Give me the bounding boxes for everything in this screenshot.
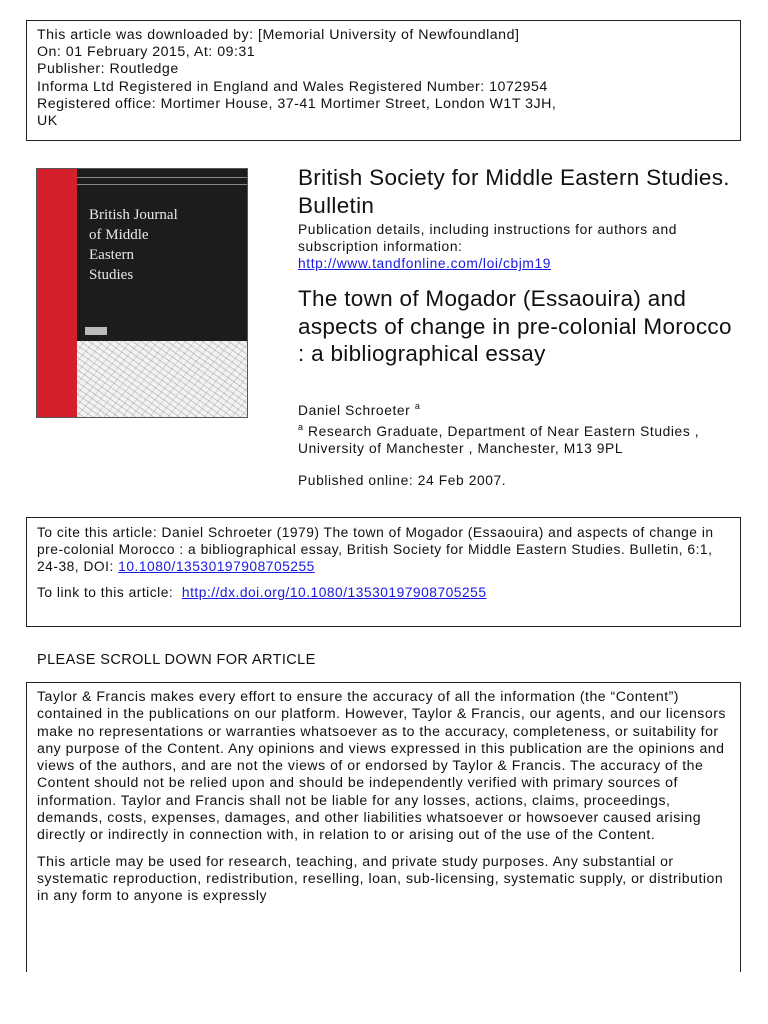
cover-title-line: British Journal: [89, 207, 178, 223]
download-date-line: On: 01 February 2015, At: 09:31: [37, 44, 256, 61]
journal-url-link[interactable]: http://www.tandfonline.com/loi/cbjm19: [298, 256, 552, 271]
author-line: [298, 398, 420, 419]
publication-details: [298, 221, 738, 272]
cite-text: Daniel Schroeter (1979) The town of Mogador (Essaouira) and aspects of change in pre-colonial Morocco : a bibliographical essay, British Society for Middle Eastern Studies. Bulletin, 6:1, 24-38, DOI:: [37, 525, 714, 574]
journal-title: British Society for Middle Eastern Studies. Bulletin: [298, 165, 730, 218]
article-title: The town of Mogador (Essaouira) and aspects of change in pre-colonial Morocco : a bibliographical essay: [298, 286, 732, 366]
cover-title-line: Studies: [89, 267, 134, 283]
office-line-country: UK: [37, 113, 58, 130]
disclaimer-paragraph: Taylor & Francis makes every effort to ensure the accuracy of all the information (the “Content”) contained in the publications on our platform. However, Taylor & Francis, our agents, and our licensors make no representations or warranties whatsoever as to the accuracy, completeness, or suitability for any purpose of the Content. Any opinions and views expressed in this publication are the opinions and views of the authors, and are not the views of or endorsed by Taylor & Francis. The accuracy of the Content should not be relied upon and should be independently verified with primary sources of information. Taylor and Francis shall not be liable for any losses, actions, claims, proceedings, demands, costs, expenses, damages, and other liabilities whatsoever or howsoever caused arising directly or indirectly in connection with, in relation to or arising out of the use of the Content.: [37, 688, 726, 843]
doi-link[interactable]: 10.1080/13530197908705255: [118, 559, 315, 574]
cover-top-strip: [77, 177, 248, 185]
usage-paragraph: This article may be used for research, teaching, and private study purposes. Any substantial or systematic reproduction, redistribution, reselling, loan, sub-licensing, systematic supply, or distribution in any form to anyone is expressly: [37, 852, 724, 904]
article-doi-url-link[interactable]: http://dx.doi.org/10.1080/13530197908705255: [181, 585, 487, 600]
cover-spine: [37, 169, 77, 418]
published-date: Published online: 24 Feb 2007.: [298, 473, 507, 488]
citation-paragraph: [37, 524, 730, 575]
affiliation-text: Research Graduate, Department of Near Eastern Studies , University of Manchester , Manchester, M13 9PL: [298, 424, 700, 456]
registration-line: Informa Ltd Registered in England and Wales Registered Number: 1072954: [37, 78, 548, 95]
citation-box: [26, 517, 741, 627]
link-label: To link to this article:: [37, 585, 174, 600]
cover-title-line: Eastern: [89, 247, 134, 263]
cite-label: To cite this article:: [37, 525, 158, 540]
cover-map-illustration: [77, 341, 248, 418]
cover-title-line: of Middle: [89, 227, 149, 243]
download-info-box: [26, 20, 741, 141]
author-name: Daniel Schroeter: [298, 403, 411, 418]
affil-marker: a: [298, 422, 304, 432]
publisher-line: Publisher: Routledge: [37, 61, 179, 78]
office-line: Registered office: Mortimer House, 37-41 Mortimer Street, London W1T 3JH,: [37, 95, 557, 112]
cover-title: [89, 205, 239, 285]
disclaimer-box: [26, 682, 741, 972]
publication-details-text: Publication details, including instructions for authors and subscription information:: [298, 222, 677, 254]
download-line: This article was downloaded by: [Memorial University of Newfoundland]: [37, 27, 520, 43]
article-link-line: [37, 584, 730, 601]
scroll-down-notice: PLEASE SCROLL DOWN FOR ARTICLE: [37, 652, 316, 668]
cover-publisher-logo: [85, 327, 107, 335]
author-affil-marker: a: [414, 401, 421, 411]
journal-cover-image: [36, 168, 248, 418]
affiliation: [298, 419, 728, 457]
